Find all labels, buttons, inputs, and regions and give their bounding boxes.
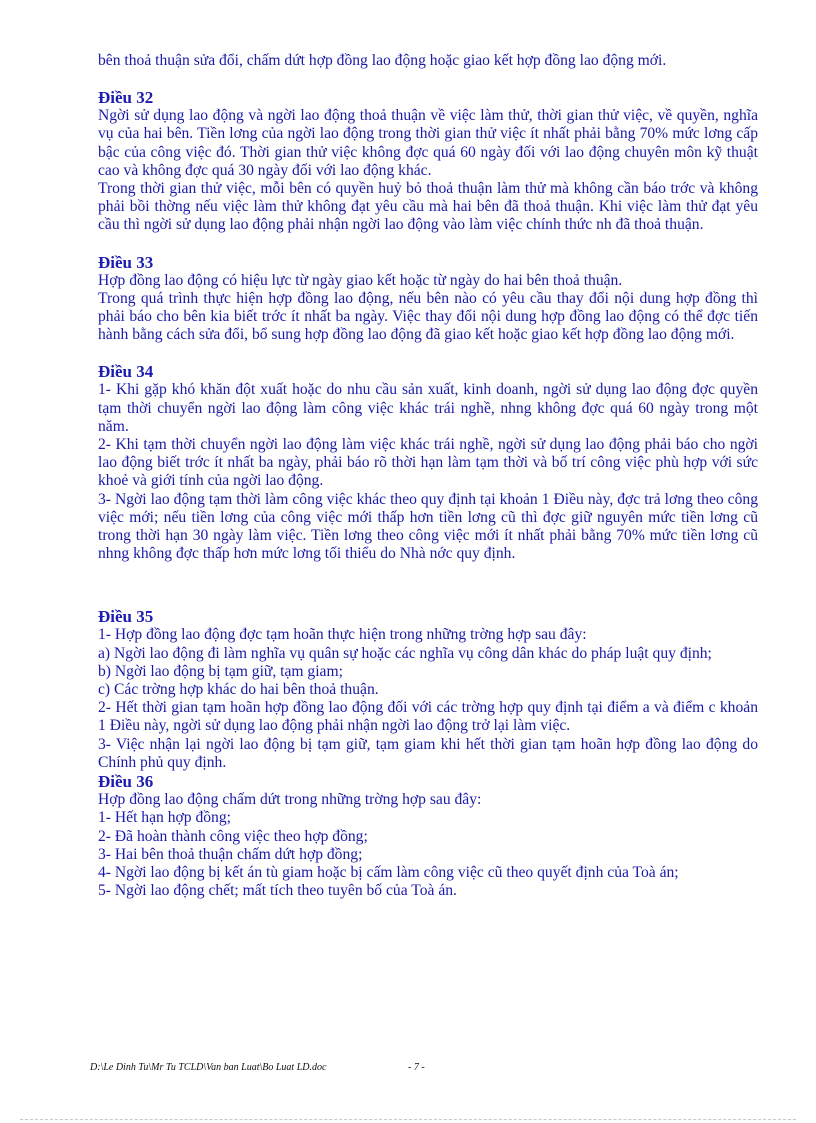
article-33-heading: Điều 33: [98, 252, 154, 272]
file-path: D:\Le Dinh Tu\Mr Tu TCLD\Van ban Luat\Bo Luat LD.doc: [90, 1062, 327, 1073]
article-35-para-4: c) Các trờng hợp khác do hai bên thoả thuận.: [98, 681, 379, 699]
page-number: - 7 -: [408, 1062, 425, 1073]
article-33: [98, 253, 758, 345]
document-body: [98, 52, 758, 900]
article-34-para-1: 1- Khi gặp khó khăn đột xuất hoặc do nhu cầu sản xuất, kinh doanh, ngời sử dụng lao động đợc quyền tạm thời chuyển ngời lao động làm công việc khác trái nghề, nhng không đợc quá 60 ngày trong một năm.: [98, 381, 758, 435]
article-36-para-3: 2- Đã hoàn thành công việc theo hợp đồng;: [98, 827, 368, 845]
article-36-para-2: 1- Hết hạn hợp đồng;: [98, 809, 231, 827]
article-35-para-5: 2- Hết thời gian tạm hoãn hợp đồng lao động đối với các trờng hợp quy định tại điểm a và điểm c khoản 1 Điều này, ngời sử dụng lao động phải nhận ngời lao động trở lại làm việc.: [98, 699, 758, 735]
article-34-heading: Điều 34: [98, 362, 154, 382]
article-36-para-4: 3- Hai bên thoả thuận chấm dứt hợp đồng;: [98, 845, 363, 863]
article-32-para-2: Trong thời gian thử việc, mỗi bên có quyền huỷ bỏ thoả thuận làm thử mà không cần báo trớc và không phải bồi thờng nếu việc làm thử không đạt yêu cầu mà hai bên đã thoả thuận. Khi việc làm thử đạt yêu cầu thì ngời sử dụng lao động phải nhận ngời lao động vào làm việc chính thức nh đã thoả thuận.: [98, 180, 758, 234]
article-35: [98, 607, 758, 772]
article-35-para-3: b) Ngời lao động bị tạm giữ, tạm giam;: [98, 662, 343, 680]
article-32-para-1: Ngời sử dụng lao động và ngời lao động thoả thuận về việc làm thử, thời gian thử việc, về quyền, nghĩa vụ của hai bên. Tiền lơng của ngời lao động trong thời gian thử việc ít nhất phải bằng 70% mức lơng cấp bậc của công việc đó. Thời gian thử việc không đợc quá 60 ngày đối với lao động chuyên môn kỹ thuật cao và không đợc quá 30 ngày đối với lao động khác.: [98, 107, 758, 179]
article-32-heading: Điều 32: [98, 88, 154, 108]
article-36-para-1: Hợp đồng lao động chấm dứt trong những trờng hợp sau đây:: [98, 791, 482, 809]
intro-paragraph: bên thoả thuận sửa đổi, chấm dứt hợp đồng lao động hoặc giao kết hợp đồng lao động mới.: [98, 52, 667, 69]
article-35-heading: Điều 35: [98, 607, 154, 627]
article-33-para-2: Trong quá trình thực hiện hợp đồng lao động, nếu bên nào có yêu cầu thay đổi nội dung hợp đồng thì phải báo cho bên kia biết trớc ít nhất ba ngày. Việc thay đổi nội dung hợp đồng lao động có thể đợc tiến hành bằng cách sửa đổi, bổ sung hợp đồng lao động đã giao kết hoặc giao kết hợp đồng lao động mới.: [98, 289, 758, 344]
article-35-para-6: 3- Việc nhận lại ngời lao động bị tạm giữ, tạm giam khi hết thời gian tạm hoãn hợp đồng lao động do Chính phủ quy định.: [98, 735, 758, 771]
article-32: [98, 88, 758, 234]
article-34: [98, 362, 758, 563]
article-34-para-2: 2- Khi tạm thời chuyển ngời lao động làm việc khác trái nghề, ngời sử dụng lao động phải báo cho ngời lao động biết trớc ít nhất ba ngày, phải báo rõ thời hạn làm tạm thời và bố trí công việc phù hợp với sức khoẻ và giới tính của ngời lao động.: [98, 436, 758, 490]
article-34-para-3: 3- Ngời lao động tạm thời làm công việc khác theo quy định tại khoản 1 Điều này, đợc trả lơng theo công việc mới; nếu tiền lơng của công việc mới thấp hơn tiền lơng cũ thì đợc giữ nguyên mức tiền lơng cũ trong thời hạn 30 ngày làm việc. Tiền lơng theo công việc mới ít nhất phải bằng 70% mức tiền lơng cũ nhng không đợc thấp hơn mức lơng tối thiểu do Nhà nớc quy định.: [98, 490, 758, 563]
article-35-para-1: 1- Hợp đồng lao động đợc tạm hoãn thực hiện trong những trờng hợp sau đây:: [98, 626, 587, 644]
article-36-heading: Điều 36: [98, 772, 154, 792]
article-35-para-2: a) Ngời lao động đi làm nghĩa vụ quân sự hoặc các nghĩa vụ công dân khác do pháp luật quy định;: [98, 644, 712, 662]
article-36: [98, 772, 758, 900]
article-36-para-6: 5- Ngời lao động chết; mất tích theo tuyên bố của Toà án.: [98, 882, 457, 900]
article-33-para-1: Hợp đồng lao động có hiệu lực từ ngày giao kết hoặc từ ngày do hai bên thoả thuận.: [98, 271, 623, 289]
article-36-para-5: 4- Ngời lao động bị kết án tù giam hoặc bị cấm làm công việc cũ theo quyết định của Toà án;: [98, 863, 679, 881]
page-bottom-rule: [20, 1119, 796, 1120]
